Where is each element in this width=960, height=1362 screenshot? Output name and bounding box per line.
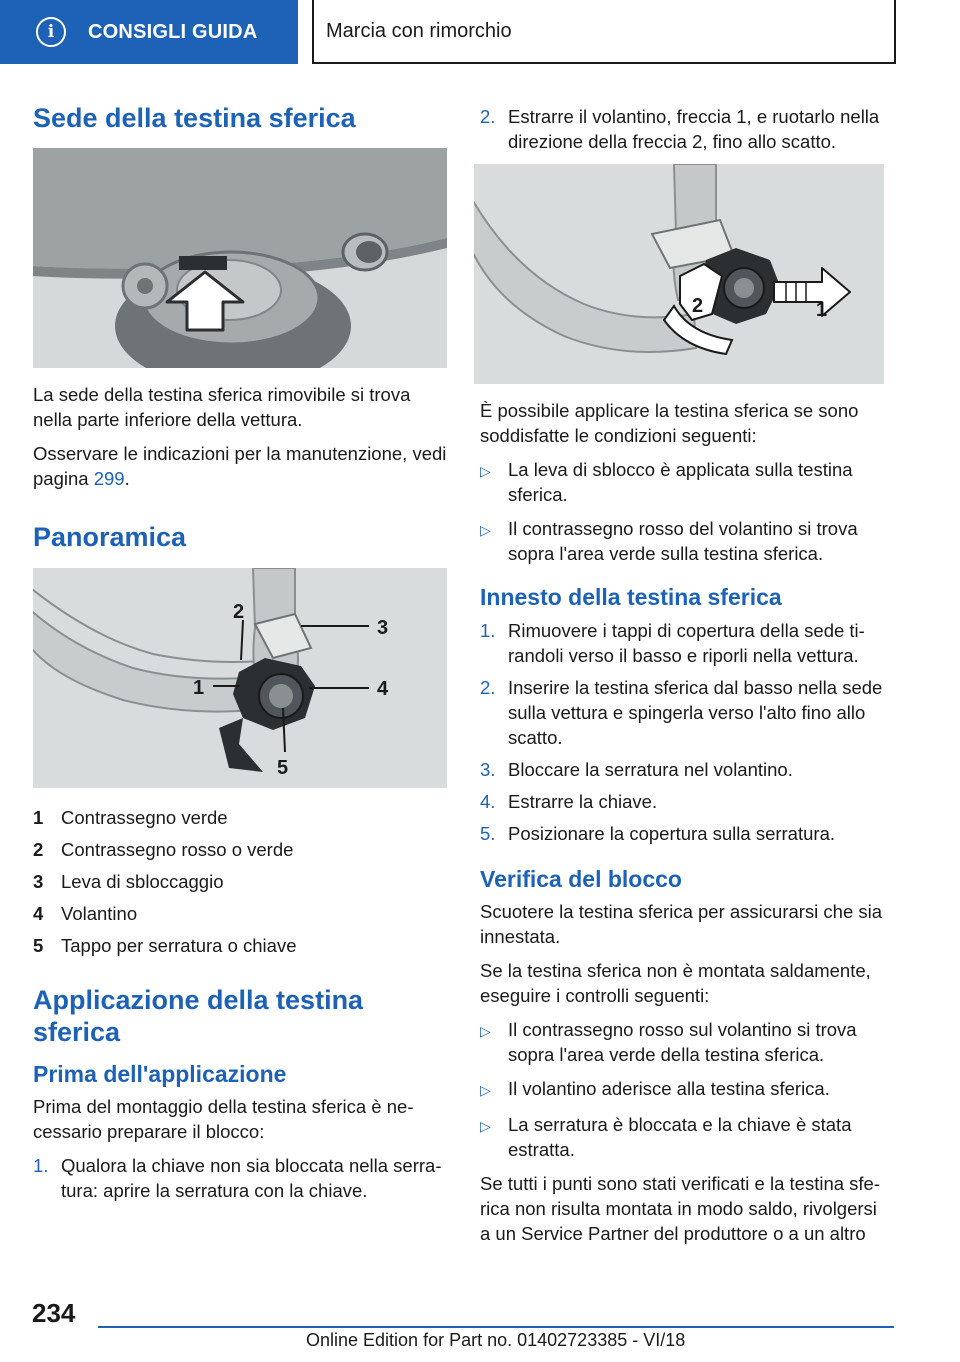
bullet-text: Il contrassegno rosso del volantino si trova sopra l'area verde sulla testina sferica. — [508, 518, 858, 564]
legend-text: Tappo per serratura o chiave — [61, 934, 297, 956]
legend-item — [33, 866, 447, 898]
heading-innesto: Innesto della testina sferica — [480, 584, 782, 610]
header-topic: Marcia con rimorchio — [326, 19, 512, 42]
step-number: 1. — [480, 619, 496, 641]
list-item — [480, 618, 892, 668]
paragraph-sede-1: La sede della testina sferica rimovibile si trova nella parte inferiore della vettura. — [33, 384, 411, 431]
heading-verifica: Verifica del blocco — [480, 865, 682, 892]
paragraph-prima: Prima del montaggio della testina sferica è necessario preparare il blocco: — [33, 1096, 414, 1143]
list-item — [480, 789, 892, 814]
heading-prima: Prima dell'applicazione — [33, 1060, 287, 1087]
step-number: 1. — [33, 1155, 49, 1177]
legend-key: 2 — [33, 838, 44, 860]
legend-text: Contrassegno verde — [61, 806, 228, 828]
legend-item — [33, 802, 447, 834]
bullet-text: Il volantino aderisce alla testina sferica. — [508, 1078, 830, 1100]
header-section-tab — [0, 0, 298, 64]
footer-edition: Online Edition for Part no. 01402723385 - VI/18 — [306, 1330, 686, 1350]
list-item — [480, 821, 892, 846]
checks-list — [480, 1017, 892, 1162]
bullet-text: La serratura è bloccata e la chiave è stata estratta. — [508, 1114, 852, 1161]
list-item — [480, 104, 892, 154]
fig2-callout-2: 2 — [233, 600, 245, 623]
fig2-callout-4: 4 — [377, 677, 389, 700]
step-text: Posizionare la copertura sulla serratura. — [508, 822, 835, 844]
legend-key: 4 — [33, 902, 44, 924]
legend-item — [33, 930, 447, 962]
step-text: Rimuovere i tappi di copertura della sede tirandoli verso il basso e riporli nella vettura. — [508, 619, 865, 666]
paragraph-sede-2-end: . — [124, 468, 130, 490]
footer-divider — [98, 1326, 894, 1328]
heading-applicazione: Applicazione della testina sferica — [33, 984, 364, 1048]
list-item — [480, 1017, 892, 1067]
legend-item — [33, 898, 447, 930]
paragraph-sede-2 — [33, 441, 447, 491]
triangle-bullet-icon: ▷ — [480, 1023, 491, 1040]
list-item — [480, 1112, 892, 1162]
header-section-label: CONSIGLI GUIDA — [88, 20, 258, 43]
fig2-callout-5: 5 — [277, 756, 289, 779]
bullet-text: La leva di sblocco è applicata sulla testina sferica. — [508, 459, 853, 505]
page-299-link[interactable]: 299 — [93, 468, 125, 490]
legend-key: 5 — [33, 934, 44, 956]
conditions-list — [480, 457, 892, 566]
steps-continued-list — [480, 104, 892, 154]
legend-key: 1 — [33, 806, 44, 828]
bullet-text: Il contrassegno rosso sul volantino si trova sopra l'area verde della testina sferica. — [508, 1019, 857, 1066]
legend-text: Leva di sbloccaggio — [61, 870, 224, 892]
right-column — [480, 104, 892, 1255]
step-text: Qualora la chiave non sia bloccata nella serratura: aprire la serratura con la chiave. — [61, 1155, 442, 1202]
left-column — [33, 96, 447, 1212]
fig3-callout-1: 1 — [816, 299, 828, 321]
step-number: 4. — [480, 790, 496, 812]
info-icon: i — [36, 17, 66, 47]
triangle-bullet-icon: ▷ — [480, 463, 491, 479]
triangle-bullet-icon: ▷ — [480, 1082, 491, 1099]
step-text: Estrarre la chiave. — [508, 790, 658, 812]
figure-rear-bumper — [33, 148, 447, 368]
step-text: Bloccare la serratura nel volantino. — [508, 758, 793, 780]
paragraph-sede-2-text: Osservare le indicazioni per la manutenzione, vedi pagina — [33, 443, 447, 490]
legend-text: Volantino — [61, 902, 138, 924]
legend-text: Contrassegno rosso o verde — [61, 838, 294, 860]
legend-key: 3 — [33, 870, 44, 892]
list-item — [480, 757, 892, 782]
step-text: Estrarre il volantino, freccia 1, e ruotarlo nella direzione della freccia 2, fino allo scatto. — [508, 106, 880, 152]
step-number: 2. — [480, 106, 496, 127]
legend-item — [33, 834, 447, 866]
list-item — [480, 1076, 892, 1103]
paragraph-verifica-1: Scuotere la testina sferica per assicurarsi che sia innestata. — [480, 901, 883, 948]
list-item — [480, 516, 892, 566]
triangle-bullet-icon: ▷ — [480, 522, 491, 538]
paragraph-conditions: È possibile applicare la testina sferica se sono soddisfatte le condizioni seguenti: — [480, 400, 859, 446]
handwheel-illustration — [474, 164, 884, 384]
paragraph-final: Se tutti i punti sono stati verificati e la testina sferica non risulta montata in modo saldo, rivolgersi a un Service Partner del produttore o a un altro — [480, 1173, 881, 1245]
rear-bumper-illustration — [33, 148, 447, 368]
list-item — [33, 1153, 447, 1203]
step-number: 3. — [480, 758, 496, 780]
header-topic-box — [312, 0, 896, 64]
fig3-callout-2: 2 — [692, 295, 704, 317]
step-text: Inserire la testina sferica dal basso nella sede sulla vettura e spingerla verso l'alto fino allo scatto. — [508, 676, 883, 748]
steps-prima-list — [33, 1153, 447, 1203]
overview-illustration — [33, 568, 447, 788]
figure-overview — [33, 568, 447, 788]
steps-innesto-list — [480, 618, 892, 846]
fig2-callout-1: 1 — [193, 676, 205, 699]
legend-list — [33, 802, 447, 962]
paragraph-verifica-2: Se la testina sferica non è montata saldamente, eseguire i controlli seguenti: — [480, 960, 871, 1007]
step-number: 5. — [480, 822, 496, 844]
heading-sede: Sede della testina sferica — [33, 103, 356, 133]
step-number: 2. — [480, 676, 496, 698]
heading-panoramica: Panoramica — [33, 522, 187, 553]
figure-handwheel — [474, 164, 884, 384]
list-item — [480, 675, 892, 750]
list-item — [480, 457, 892, 507]
page-number: 234 — [32, 1298, 76, 1328]
triangle-bullet-icon: ▷ — [480, 1118, 491, 1135]
fig2-callout-3: 3 — [377, 616, 389, 639]
